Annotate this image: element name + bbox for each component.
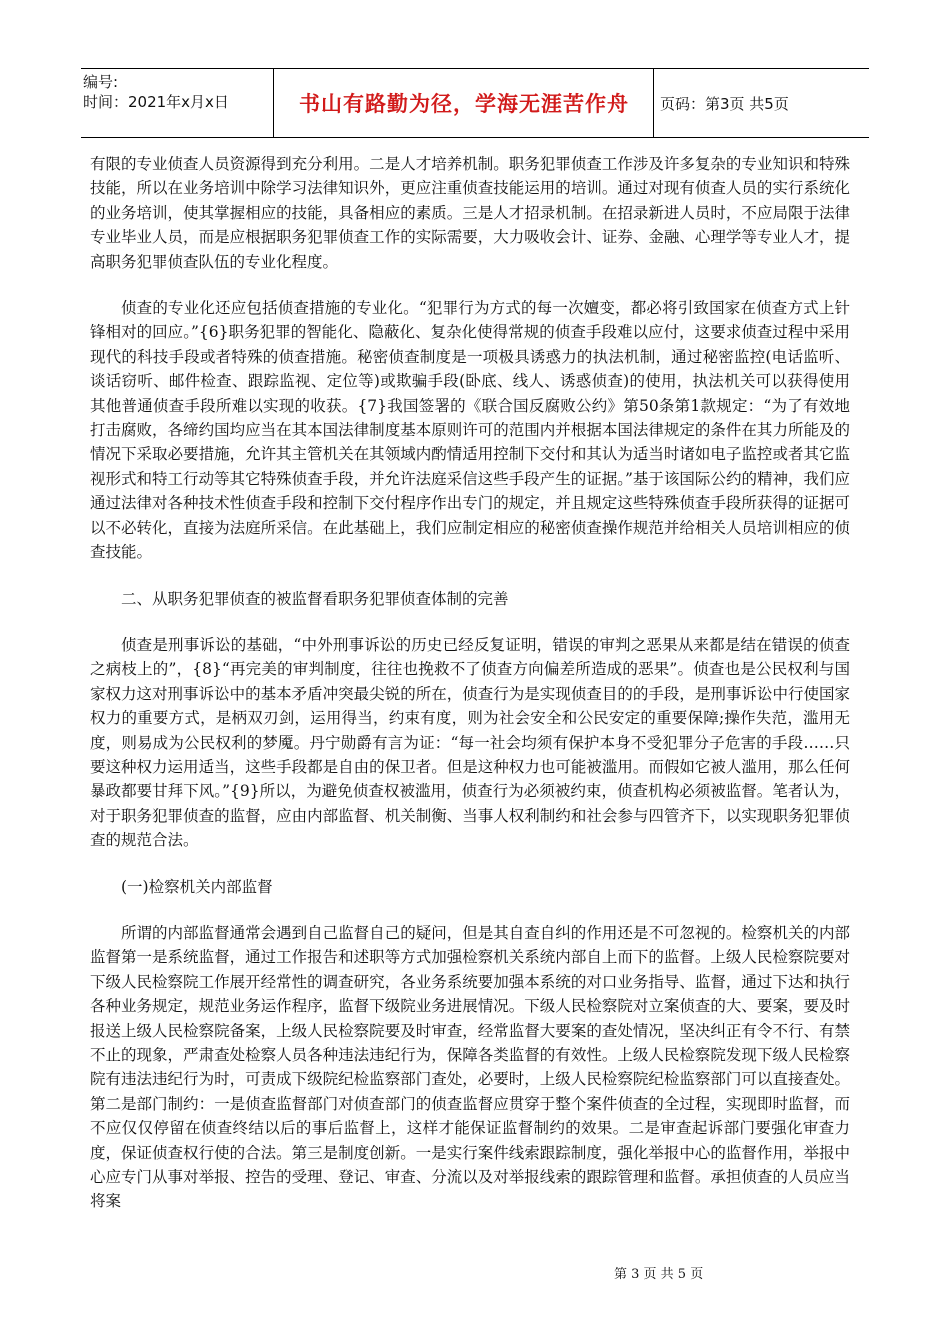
document-number-label: 编号: — [83, 73, 119, 91]
header-motto: 书山有路勤为径，学海无涯苦作舟 — [275, 69, 654, 137]
body-paragraph-3: 侦查是刑事诉讼的基础，“中外刑事诉讼的历史已经反复证明，错误的审判之恶果从来都是结在错误的侦查之病枝上的”，{8}“再完美的审判制度，往往也挽救不了侦查方向偏差所造成的恶果”。侦查也是公民权利与国家权力这对刑事诉讼中的基本矛盾冲突最尖锐的所在，侦查行为是实现侦查目的的手段，是刑事诉讼中行使国家权力的重要方式，是柄双刃剑，运用得当，约束有度，则为社会安全和公民安定的重要保障;操作失范，滥用无度，则易成为公民权利的梦魇。丹宁勋爵有言为证：“每一社会均须有保护本身不受犯罪分子危害的手段……只要这种权力运用适当，这些手段都是自由的保卫者。但是这种权力也可能被滥用。而假如它被人滥用，那么任何暴政都要甘拜下风。”{9}所以，为避免侦查权被滥用，侦查行为必须被约束，侦查机构必须被监督。笔者认为，对于职务犯罪侦查的监督，应由内部监督、机关制衡、当事人权利制约和社会参与四管齐下，以实现职务犯罪侦查的规范合法。 — [90, 635, 850, 850]
body-paragraph-1: 有限的专业侦查人员资源得到充分利用。二是人才培养机制。职务犯罪侦查工作涉及许多复杂的专业知识和特殊技能，所以在业务培训中除学习法律知识外，更应注重侦查技能运用的培训。通过对现有侦查人员的实行系统化的业务培训，使其掌握相应的技能，具备相应的素质。三是人才招录机制。在招录新进人员时，不应局限于法律专业毕业人员，而是应根据职务犯罪侦查工作的实际需要，大力吸收会计、证券、金融、心理学等专业人才，提高职务犯罪侦查队伍的专业化程度。 — [90, 155, 850, 271]
subsection-heading-1: (一)检察机关内部监督 — [121, 877, 273, 896]
page-footer: 第 3 页 共 5 页 — [614, 1267, 704, 1282]
document-time-label: 时间：2021年x月x日 — [83, 93, 229, 111]
body-paragraph-2: 侦查的专业化还应包括侦查措施的专业化。“犯罪行为方式的每一次嬗变，都必将引致国家在侦查方式上针锋相对的回应。”{6}职务犯罪的智能化、隐蔽化、复杂化使得常规的侦查手段难以应付，这要求侦查过程中采用现代的科技手段或者特殊的侦查措施。秘密侦查制度是一项极具诱惑力的执法机制，通过秘密监控(电话监听、谈话窃听、邮件检查、跟踪监视、定位等)或欺骗手段(卧底、线人、诱惑侦查)的使用，执法机关可以获得使用其他普通侦查手段所难以实现的收获。{7}我国签署的《联合国反腐败公约》第50条第1款规定：“为了有效地打击腐败，各缔约国均应当在其本国法律制度基本原则许可的范围内并根据本国法律规定的条件在其力所能及的情况下采取必要措施，允许其主管机关在其领域内酌情适用控制下交付和其认为适当时诸如电子监控或者其它监视形式和特工行动等其它特殊侦查手段，并允许法庭采信这些手段产生的证据。”基于该国际公约的精神，我们应通过法律对各种技术性侦查手段和控制下交付程序作出专门的规定，并且规定这些特殊侦查手段所获得的证据可以不必转化，直接为法庭所采信。在此基础上，我们应制定相应的秘密侦查操作规范并给相关人员培训相应的侦查技能。 — [90, 299, 850, 562]
document-body — [90, 152, 850, 1236]
body-paragraph-4: 所谓的内部监督通常会遇到自己监督自己的疑问，但是其自查自纠的作用还是不可忽视的。检察机关的内部监督第一是系统监督，通过工作报告和述职等方式加强检察机关系统内部自上而下的监督。上级人民检察院要对下级人民检察院工作展开经常性的调查研究，各业务系统要加强本系统的对口业务指导、监督，通过下达和执行各种业务规定，规范业务运作程序，监督下级院业务进展情况。下级人民检察院对立案侦查的大、要案，要及时报送上级人民检察院备案，上级人民检察院要及时审查，经常监督大要案的查处情况，坚决纠正有令不行、有禁不止的现象，严肃查处检察人员各种违法违纪行为，保障各类监督的有效性。上级人民检察院发现下级人民检察院有违法违纪行为时，可责成下级院纪检监察部门查处，必要时，上级人民检察院纪检监察部门可以直接查处。第二是部门制约：一是侦查监督部门对侦查部门的侦查监督应贯穿于整个案件侦查的全过程，实现即时监督，而不应仅仅停留在侦查终结以后的事后监督上，这样才能保证监督制约的效果。二是审查起诉部门要强化审查力度，保证侦查权行使的合法。第三是制度创新。一是实行案件线索跟踪制度，强化举报中心的监督作用，举报中心应专门从事对举报、控告的受理、登记、审查、分流以及对举报线索的跟踪管理和监督。承担侦查的人员应当将案 — [90, 923, 850, 1211]
section-heading-2: 二、从职务犯罪侦查的被监督看职务犯罪侦查体制的完善 — [121, 589, 509, 608]
header-left-cell — [81, 69, 274, 137]
header-page-info: 页码：第3页 共5页 — [660, 94, 789, 113]
page-header — [81, 68, 869, 138]
